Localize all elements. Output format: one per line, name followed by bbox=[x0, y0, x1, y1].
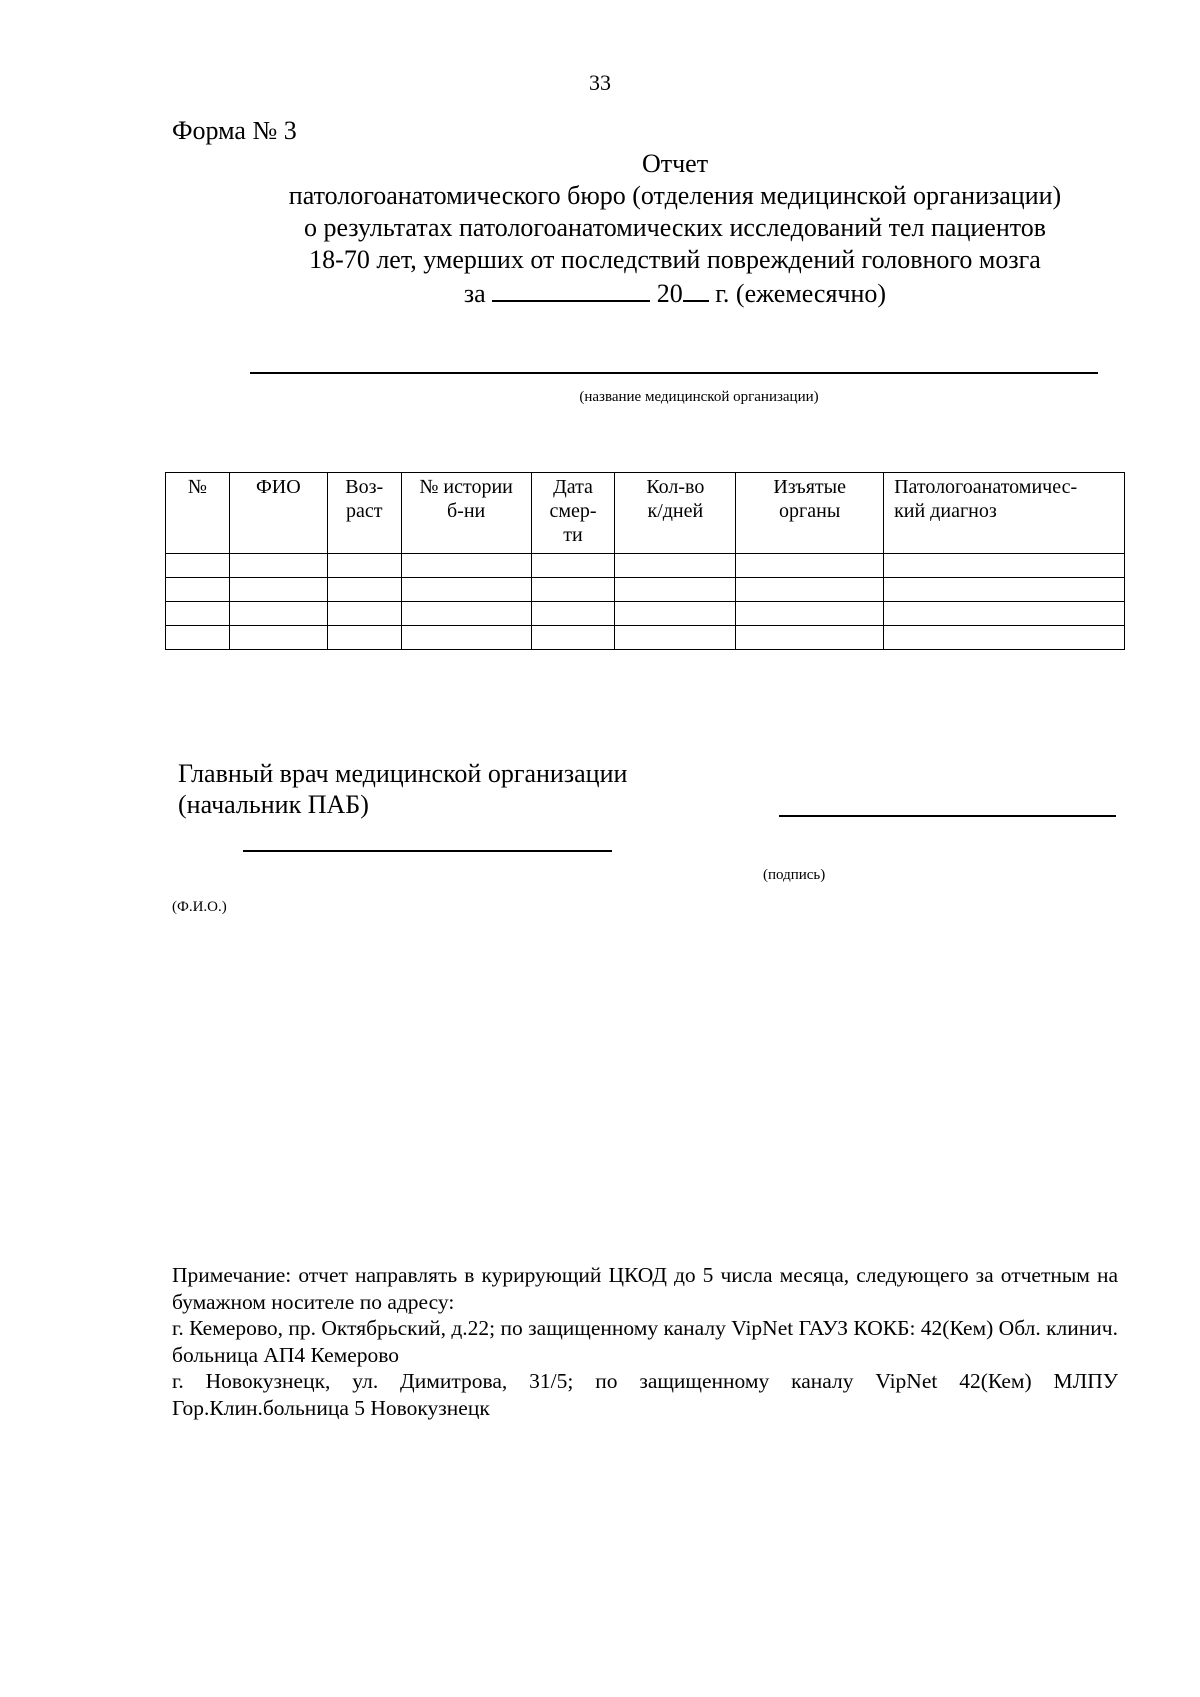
period-prefix: за bbox=[463, 279, 486, 308]
table-cell[interactable] bbox=[401, 554, 531, 578]
table-cell[interactable] bbox=[615, 554, 736, 578]
table-cell[interactable] bbox=[166, 626, 230, 650]
table-cell[interactable] bbox=[531, 626, 615, 650]
title-line-2: патологоанатомического бюро (отделения медицинской организации) bbox=[288, 181, 1062, 210]
col-header-history-number: № истории б-ни bbox=[401, 473, 531, 554]
table-cell[interactable] bbox=[327, 554, 401, 578]
table-cell[interactable] bbox=[884, 578, 1125, 602]
table-cell[interactable] bbox=[531, 578, 615, 602]
table-cell[interactable] bbox=[884, 602, 1125, 626]
note-block bbox=[172, 1262, 1118, 1421]
col-header-number: № bbox=[166, 473, 230, 554]
col-header-bed-days: Кол-во к/дней bbox=[615, 473, 736, 554]
table-cell[interactable] bbox=[615, 602, 736, 626]
table-cell[interactable] bbox=[229, 626, 327, 650]
note-address-novokuznetsk: г. Новокузнецк, ул. Димитрова, 31/5; по защищенному каналу VipNet 42(Кем) МЛПУ Гор.Клин.больница 5 Новокузнецк bbox=[172, 1369, 1118, 1420]
table-cell[interactable] bbox=[166, 578, 230, 602]
title-line-1: Отчет bbox=[641, 149, 709, 178]
table-row bbox=[166, 602, 1125, 626]
period-year-field[interactable] bbox=[683, 276, 709, 302]
col-header-removed-organs: Изъятые органы bbox=[736, 473, 884, 554]
table-cell[interactable] bbox=[229, 602, 327, 626]
table-cell[interactable] bbox=[531, 554, 615, 578]
page-number: 33 bbox=[589, 70, 611, 95]
table-header-row bbox=[166, 473, 1125, 554]
table-cell[interactable] bbox=[615, 626, 736, 650]
table-row bbox=[166, 554, 1125, 578]
report-title bbox=[200, 148, 1150, 310]
table-cell[interactable] bbox=[531, 602, 615, 626]
col-header-diagnosis: Патологоанатомичес- кий диагноз bbox=[884, 473, 1125, 554]
col-header-age: Воз- раст bbox=[327, 473, 401, 554]
table-cell[interactable] bbox=[884, 554, 1125, 578]
note-address-kemerovo: г. Кемерово, пр. Октябрьский, д.22; по защищенному каналу VipNet ГАУЗ КОКБ: 42(Кем) Обл. клинич. больница АП4 Кемерово bbox=[172, 1316, 1118, 1367]
report-period bbox=[200, 276, 1150, 310]
signature-caption: (подпись) bbox=[763, 867, 826, 883]
table-cell[interactable] bbox=[736, 578, 884, 602]
table-row bbox=[166, 626, 1125, 650]
org-name-caption: (название медицинской организации) bbox=[579, 389, 819, 405]
period-month-field[interactable] bbox=[492, 276, 650, 302]
table-row bbox=[166, 578, 1125, 602]
period-year: 20 bbox=[656, 279, 683, 308]
report-table bbox=[165, 472, 1125, 650]
org-name-field[interactable] bbox=[250, 372, 1098, 374]
form-number: Форма № 3 bbox=[172, 116, 297, 145]
table-cell[interactable] bbox=[401, 602, 531, 626]
table-cell[interactable] bbox=[166, 554, 230, 578]
fio-caption: (Ф.И.О.) bbox=[172, 899, 227, 915]
table-cell[interactable] bbox=[166, 602, 230, 626]
table-cell[interactable] bbox=[229, 554, 327, 578]
table-cell[interactable] bbox=[884, 626, 1125, 650]
table-cell[interactable] bbox=[401, 578, 531, 602]
title-line-4: 18-70 лет, умерших от последствий повреждений головного мозга bbox=[309, 245, 1041, 274]
table-cell[interactable] bbox=[615, 578, 736, 602]
col-header-death-date: Дата смер- ти bbox=[531, 473, 615, 554]
table-cell[interactable] bbox=[327, 578, 401, 602]
table-cell[interactable] bbox=[327, 602, 401, 626]
table-cell[interactable] bbox=[736, 602, 884, 626]
table-cell[interactable] bbox=[229, 578, 327, 602]
signer-title bbox=[178, 758, 627, 820]
table-cell[interactable] bbox=[736, 554, 884, 578]
table-cell[interactable] bbox=[327, 626, 401, 650]
col-header-fio: ФИО bbox=[229, 473, 327, 554]
table-cell[interactable] bbox=[736, 626, 884, 650]
signature-field[interactable] bbox=[779, 815, 1116, 817]
fio-field[interactable] bbox=[243, 850, 612, 852]
note-paragraph: Примечание: отчет направлять в курирующий ЦКОД до 5 числа месяца, следующего за отчетным на бумажном носителе по адресу: bbox=[172, 1263, 1118, 1314]
title-line-3: о результатах патологоанатомических исследований тел пациентов bbox=[303, 213, 1047, 242]
table-cell[interactable] bbox=[401, 626, 531, 650]
signer-title-line-2: (начальник ПАБ) bbox=[178, 790, 369, 819]
signer-title-line-1: Главный врач медицинской организации bbox=[178, 759, 628, 788]
period-suffix: г. (ежемесячно) bbox=[715, 279, 887, 308]
